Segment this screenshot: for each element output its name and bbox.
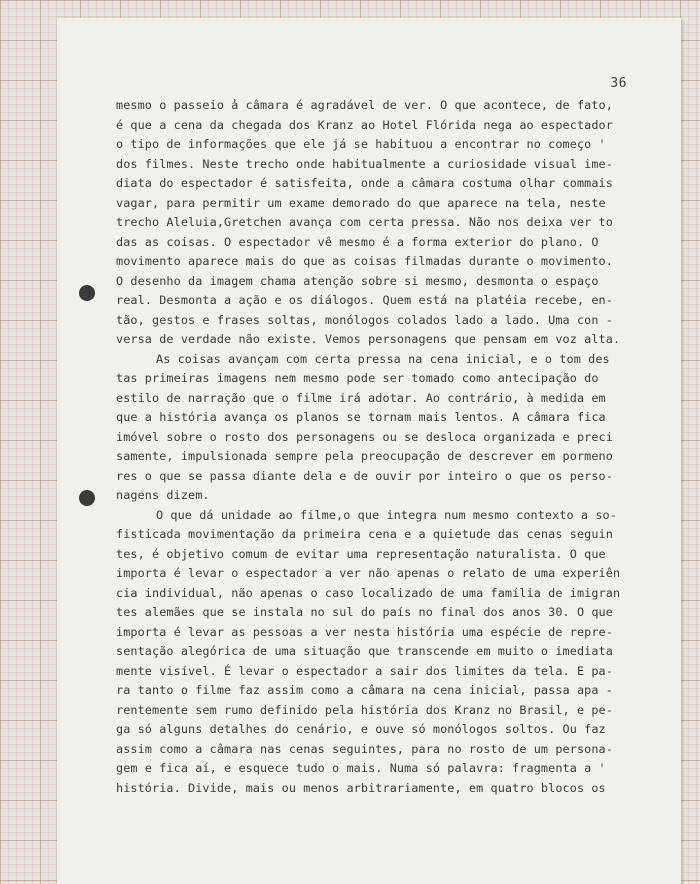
text-line: ra tanto o filme faz assim como a câmara na cena inicial, passa apa -: [116, 683, 613, 697]
text-line: imóvel sobre o rosto dos personagens ou se desloca organizada e preci: [116, 429, 613, 444]
text-line: importa é levar o espectador a ver não apenas o relato de uma experiên: [116, 566, 621, 580]
text-line: que a história avança os planos se tornam mais lentos. A câmara fica: [116, 410, 606, 424]
text-line: estilo de narração que o filme irá adotar. Ao contrário, à medida em: [116, 390, 606, 405]
text-line: assim como a câmara nas cenas seguintes, para no rosto de um persona-: [116, 741, 613, 756]
text-line: tes alemães que se instala no sul do país no final dos anos 30. O que: [116, 605, 613, 619]
text-line: sentação alegórica de uma situação que transcende em muito o imediata: [116, 644, 613, 658]
page-number: 36: [610, 76, 627, 91]
text-line: mente visível. É levar o espectador a sair dos limites da tela. E pa-: [116, 663, 613, 678]
text-line: mesmo o passeio ̓a câmara é agradável de ver. O que acontece, de fato,: [116, 98, 613, 112]
text-line: movimento aparece mais do que as coisas filmadas durante o movimento.: [116, 254, 613, 268]
text-line: nagens dizem.: [116, 488, 210, 502]
text-line: das as coisas. O espectador vê mesmo é a forma exterior do plano. O: [116, 234, 599, 249]
text-line: vagar, para permitir um exame demorado do que aparece na tela, neste: [116, 195, 606, 210]
text-line: diata do espectador é satisfeita, onde a câmara costuma olhar commais: [116, 176, 613, 190]
text-line: o tipo de informações que ele já se habituou a encontrar no começo ': [116, 137, 606, 151]
text-line: dos filmes. Neste trecho onde habitualmente a curiosidade visual ime-: [116, 156, 613, 171]
text-line: cia individual, não apenas o caso localizado de uma família de imigran: [116, 585, 621, 600]
text-line: versa de verdade não existe. Vemos personagens que pensam em voz alta.: [116, 332, 621, 346]
text-line: As coisas avançam com certa pressa na cena inicial, e o tom des: [156, 351, 610, 366]
text-line: tes, é objetivo comum de evitar uma representação naturalista. O que: [116, 546, 606, 561]
body-text: [116, 96, 621, 798]
text-line: tão, gestos e frases soltas, monólogos colados lado a lado. Uma con -: [116, 312, 613, 327]
text-line: O que dá unidade ao filme,o que integra num mesmo contexto a so-: [156, 507, 617, 522]
text-line: samente, impulsionada sempre pela preocupação de descrever em pormeno: [116, 449, 613, 463]
text-line: história. Divide, mais ou menos arbitrariamente, em quatro blocos os: [116, 780, 606, 795]
text-line: O desenho da imagem chama atenção sobre si mesmo, desmonta o espaço: [116, 273, 599, 288]
text-line: real. Desmonta a ação e os diálogos. Quem está na platéia recebe, en-: [116, 293, 613, 307]
text-line: trecho Aleluia,Gretchen avança com certa pressa. Não nos deixa ver to: [116, 215, 613, 229]
text-line: tas primeiras imagens nem mesmo pode ser tomado como antecipação do: [116, 371, 599, 385]
text-line: gem e fica aí, e esquece tudo o mais. Numa só palavra: fragmenta a ': [116, 761, 606, 775]
text-line: res o que se passa diante dela e de ouvir por inteiro o que os perso-: [116, 468, 613, 483]
punch-hole: [79, 285, 95, 301]
document-page: [57, 18, 681, 884]
text-line: importa é levar as pessoas a ver nesta história uma espécie de repre-: [116, 624, 613, 639]
punch-hole: [79, 490, 95, 506]
text-line: ga só alguns detalhes do cenário, e ouve só monólogos soltos. Ou faz: [116, 722, 606, 736]
text-line: fisticada movimentação da primeira cena e a quietude das cenas seguin: [116, 527, 613, 541]
text-line: é que a cena da chegada dos Kranz ao Hotel Flórida nega ao espectador: [116, 117, 613, 132]
text-line: rentemente sem rumo definido pela história dos Kranz no Brasil, e pe-: [116, 702, 613, 717]
